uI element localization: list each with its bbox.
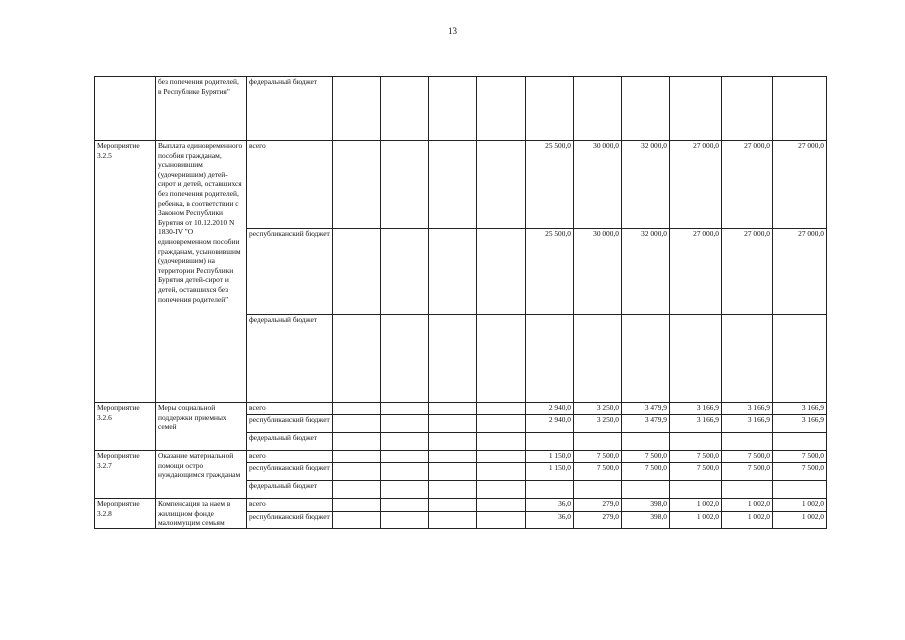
event-title-cell: без попечения родителей, в Республике Бурятия" <box>156 77 247 141</box>
value-cell: 1 002,0 <box>670 499 722 512</box>
value-cell <box>574 315 622 403</box>
value-cell <box>622 481 670 499</box>
empty-cell <box>333 315 381 403</box>
empty-cell <box>477 499 526 512</box>
value-cell <box>670 77 722 141</box>
empty-cell <box>333 229 381 315</box>
event-code-cell: Мероприятие 3.2.7 <box>95 451 156 499</box>
empty-cell <box>477 451 526 463</box>
value-cell: 30 000,0 <box>574 229 622 315</box>
value-cell: 3 250,0 <box>574 415 622 433</box>
value-cell <box>574 433 622 451</box>
empty-cell <box>381 141 429 229</box>
value-cell: 7 500,0 <box>670 463 722 481</box>
funding-source-cell: федеральный бюджет <box>247 315 333 403</box>
empty-cell <box>381 463 429 481</box>
empty-cell <box>477 511 526 528</box>
value-cell <box>670 433 722 451</box>
funding-source-cell: республиканский бюджет <box>247 229 333 315</box>
value-cell <box>622 315 670 403</box>
value-cell <box>722 433 773 451</box>
empty-cell <box>429 481 477 499</box>
funding-source-cell: республиканский бюджет <box>247 415 333 433</box>
value-cell: 30 000,0 <box>574 141 622 229</box>
value-cell <box>722 315 773 403</box>
empty-cell <box>333 511 381 528</box>
value-cell: 398,0 <box>622 499 670 512</box>
value-cell: 279,0 <box>574 499 622 512</box>
empty-cell <box>429 315 477 403</box>
value-cell: 27 000,0 <box>670 141 722 229</box>
funding-source-cell: федеральный бюджет <box>247 481 333 499</box>
value-cell <box>773 481 827 499</box>
event-code-cell: Мероприятие 3.2.8 <box>95 499 156 529</box>
value-cell: 3 166,9 <box>670 415 722 433</box>
value-cell <box>670 315 722 403</box>
empty-cell <box>381 511 429 528</box>
value-cell <box>574 77 622 141</box>
value-cell <box>722 77 773 141</box>
value-cell <box>773 315 827 403</box>
budget-table <box>94 76 827 529</box>
value-cell <box>722 481 773 499</box>
event-code-cell <box>95 77 156 141</box>
value-cell: 1 002,0 <box>722 511 773 528</box>
table-row <box>95 499 827 512</box>
value-cell: 3 166,9 <box>670 403 722 415</box>
empty-cell <box>333 433 381 451</box>
value-cell: 1 002,0 <box>722 499 773 512</box>
empty-cell <box>477 415 526 433</box>
value-cell: 1 150,0 <box>526 463 574 481</box>
empty-cell <box>333 463 381 481</box>
empty-cell <box>477 481 526 499</box>
value-cell: 27 000,0 <box>773 141 827 229</box>
empty-cell <box>477 141 526 229</box>
value-cell: 7 500,0 <box>574 463 622 481</box>
empty-cell <box>333 415 381 433</box>
empty-cell <box>333 403 381 415</box>
funding-source-cell: всего <box>247 499 333 512</box>
empty-cell <box>429 511 477 528</box>
event-title-cell: Выплата единовременного пособия гражданам, усыновившим (удочерившим) детей-сирот и детей, оставшихся без попечения родителей, ребенка, в соответствии с Законом Республики Бурятия от 10.12.2010 N 1830-IV "О единовременном пособии гражданам, усыновившим (удочерившим) на территории Республики Бурятия детей-сирот и детей, оставшихся без попечения родителей" <box>156 141 247 403</box>
value-cell: 25 500,0 <box>526 229 574 315</box>
empty-cell <box>381 481 429 499</box>
value-cell: 7 500,0 <box>773 463 827 481</box>
empty-cell <box>381 433 429 451</box>
value-cell: 1 002,0 <box>773 499 827 512</box>
value-cell <box>670 481 722 499</box>
value-cell: 3 166,9 <box>773 415 827 433</box>
value-cell: 7 500,0 <box>622 451 670 463</box>
empty-cell <box>333 481 381 499</box>
table-row <box>95 77 827 141</box>
funding-source-cell: всего <box>247 403 333 415</box>
event-title-cell: Меры социальной поддержки приемных семей <box>156 403 247 451</box>
empty-cell <box>333 499 381 512</box>
value-cell: 27 000,0 <box>773 229 827 315</box>
event-title-cell: Компенсация за наем в жилищном фонде малоимущим семьям <box>156 499 247 529</box>
value-cell: 3 479,9 <box>622 403 670 415</box>
value-cell: 3 250,0 <box>574 403 622 415</box>
empty-cell <box>381 315 429 403</box>
value-cell: 36,0 <box>526 511 574 528</box>
empty-cell <box>429 141 477 229</box>
value-cell: 3 166,9 <box>722 403 773 415</box>
value-cell: 36,0 <box>526 499 574 512</box>
value-cell: 3 166,9 <box>773 403 827 415</box>
value-cell: 7 500,0 <box>622 463 670 481</box>
value-cell: 2 940,0 <box>526 403 574 415</box>
empty-cell <box>429 77 477 141</box>
empty-cell <box>477 315 526 403</box>
empty-cell <box>429 499 477 512</box>
empty-cell <box>333 77 381 141</box>
value-cell: 27 000,0 <box>722 141 773 229</box>
table-row <box>95 141 827 229</box>
empty-cell <box>333 141 381 229</box>
table-row <box>95 403 827 415</box>
value-cell: 398,0 <box>622 511 670 528</box>
value-cell: 27 000,0 <box>670 229 722 315</box>
value-cell: 25 500,0 <box>526 141 574 229</box>
value-cell <box>773 77 827 141</box>
empty-cell <box>477 433 526 451</box>
empty-cell <box>381 499 429 512</box>
event-title-cell: Оказание материальной помощи остро нуждающимся гражданам <box>156 451 247 499</box>
value-cell: 1 150,0 <box>526 451 574 463</box>
value-cell: 2 940,0 <box>526 415 574 433</box>
value-cell: 7 500,0 <box>722 463 773 481</box>
value-cell <box>526 77 574 141</box>
value-cell: 7 500,0 <box>670 451 722 463</box>
funding-source-cell: республиканский бюджет <box>247 511 333 528</box>
value-cell: 3 166,9 <box>722 415 773 433</box>
event-code-cell: Мероприятие 3.2.5 <box>95 141 156 403</box>
page-number: 13 <box>448 26 457 36</box>
value-cell <box>622 433 670 451</box>
empty-cell <box>429 403 477 415</box>
value-cell <box>526 315 574 403</box>
empty-cell <box>381 229 429 315</box>
empty-cell <box>429 415 477 433</box>
value-cell <box>773 433 827 451</box>
table-row <box>95 451 827 463</box>
value-cell: 7 500,0 <box>722 451 773 463</box>
empty-cell <box>429 229 477 315</box>
value-cell: 32 000,0 <box>622 229 670 315</box>
value-cell: 27 000,0 <box>722 229 773 315</box>
empty-cell <box>429 451 477 463</box>
value-cell: 279,0 <box>574 511 622 528</box>
empty-cell <box>381 415 429 433</box>
empty-cell <box>477 77 526 141</box>
funding-source-cell: всего <box>247 451 333 463</box>
value-cell: 7 500,0 <box>574 451 622 463</box>
value-cell <box>574 481 622 499</box>
value-cell: 1 002,0 <box>773 511 827 528</box>
event-code-cell: Мероприятие 3.2.6 <box>95 403 156 451</box>
empty-cell <box>477 463 526 481</box>
empty-cell <box>429 463 477 481</box>
value-cell: 3 479,9 <box>622 415 670 433</box>
funding-source-cell: федеральный бюджет <box>247 433 333 451</box>
empty-cell <box>381 77 429 141</box>
table-body <box>95 77 827 529</box>
value-cell <box>622 77 670 141</box>
value-cell: 7 500,0 <box>773 451 827 463</box>
funding-source-cell: федеральный бюджет <box>247 77 333 141</box>
funding-source-cell: республиканский бюджет <box>247 463 333 481</box>
empty-cell <box>429 433 477 451</box>
value-cell <box>526 481 574 499</box>
empty-cell <box>477 403 526 415</box>
value-cell <box>526 433 574 451</box>
empty-cell <box>477 229 526 315</box>
funding-source-cell: всего <box>247 141 333 229</box>
empty-cell <box>381 451 429 463</box>
empty-cell <box>381 403 429 415</box>
empty-cell <box>333 451 381 463</box>
value-cell: 1 002,0 <box>670 511 722 528</box>
value-cell: 32 000,0 <box>622 141 670 229</box>
